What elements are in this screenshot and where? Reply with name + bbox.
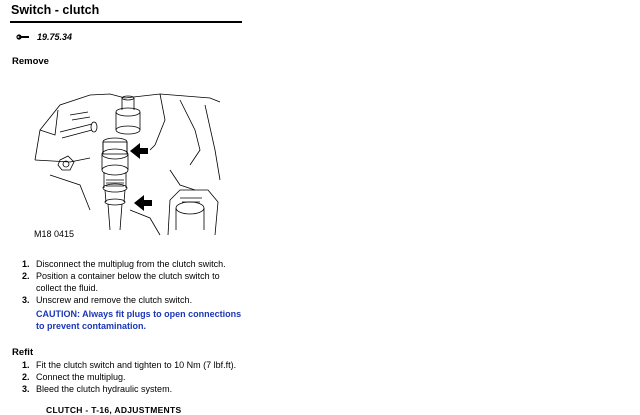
step-number: 3. (22, 295, 30, 305)
wrench-icon (16, 33, 30, 41)
remove-steps-list (12, 258, 244, 332)
step-number: 2. (22, 372, 30, 382)
step-text: Unscrew and remove the clutch switch. (36, 295, 193, 305)
step-number: 2. (22, 271, 30, 281)
list-item (12, 270, 244, 294)
cross-reference-link[interactable]: CLUTCH - T-16, ADJUSTMENTS (46, 405, 182, 415)
figure-label: M18 0415 (34, 229, 75, 239)
list-item (12, 258, 244, 270)
page-title: Switch - clutch (11, 3, 100, 17)
list-item (12, 383, 244, 395)
arrow-upper (130, 143, 148, 159)
step-text: Connect the multiplug. (36, 372, 126, 382)
list-item (12, 359, 244, 371)
operation-code-row (16, 31, 72, 43)
remove-heading: Remove (12, 56, 49, 67)
step-number: 3. (22, 384, 30, 394)
caution-note: CAUTION: Always fit plugs to open connections to prevent contamination. (36, 309, 242, 331)
step-number: 1. (22, 360, 30, 370)
list-item (12, 294, 244, 332)
clutch-switch-illustration (30, 90, 225, 240)
refit-heading: Refit (12, 347, 34, 358)
step-text: Bleed the clutch hydraulic system. (36, 384, 173, 394)
refit-steps-list (12, 359, 244, 395)
step-number: 1. (22, 259, 30, 269)
arrow-lower (134, 195, 152, 211)
title-divider (10, 21, 242, 23)
step-text: Disconnect the multiplug from the clutch switch. (36, 259, 226, 269)
step-text: Position a container below the clutch switch to collect the fluid. (36, 271, 220, 293)
operation-code: 19.75.34 (37, 32, 73, 42)
list-item (12, 371, 244, 383)
step-text: Fit the clutch switch and tighten to 10 Nm (7 lbf.ft). (36, 360, 237, 370)
